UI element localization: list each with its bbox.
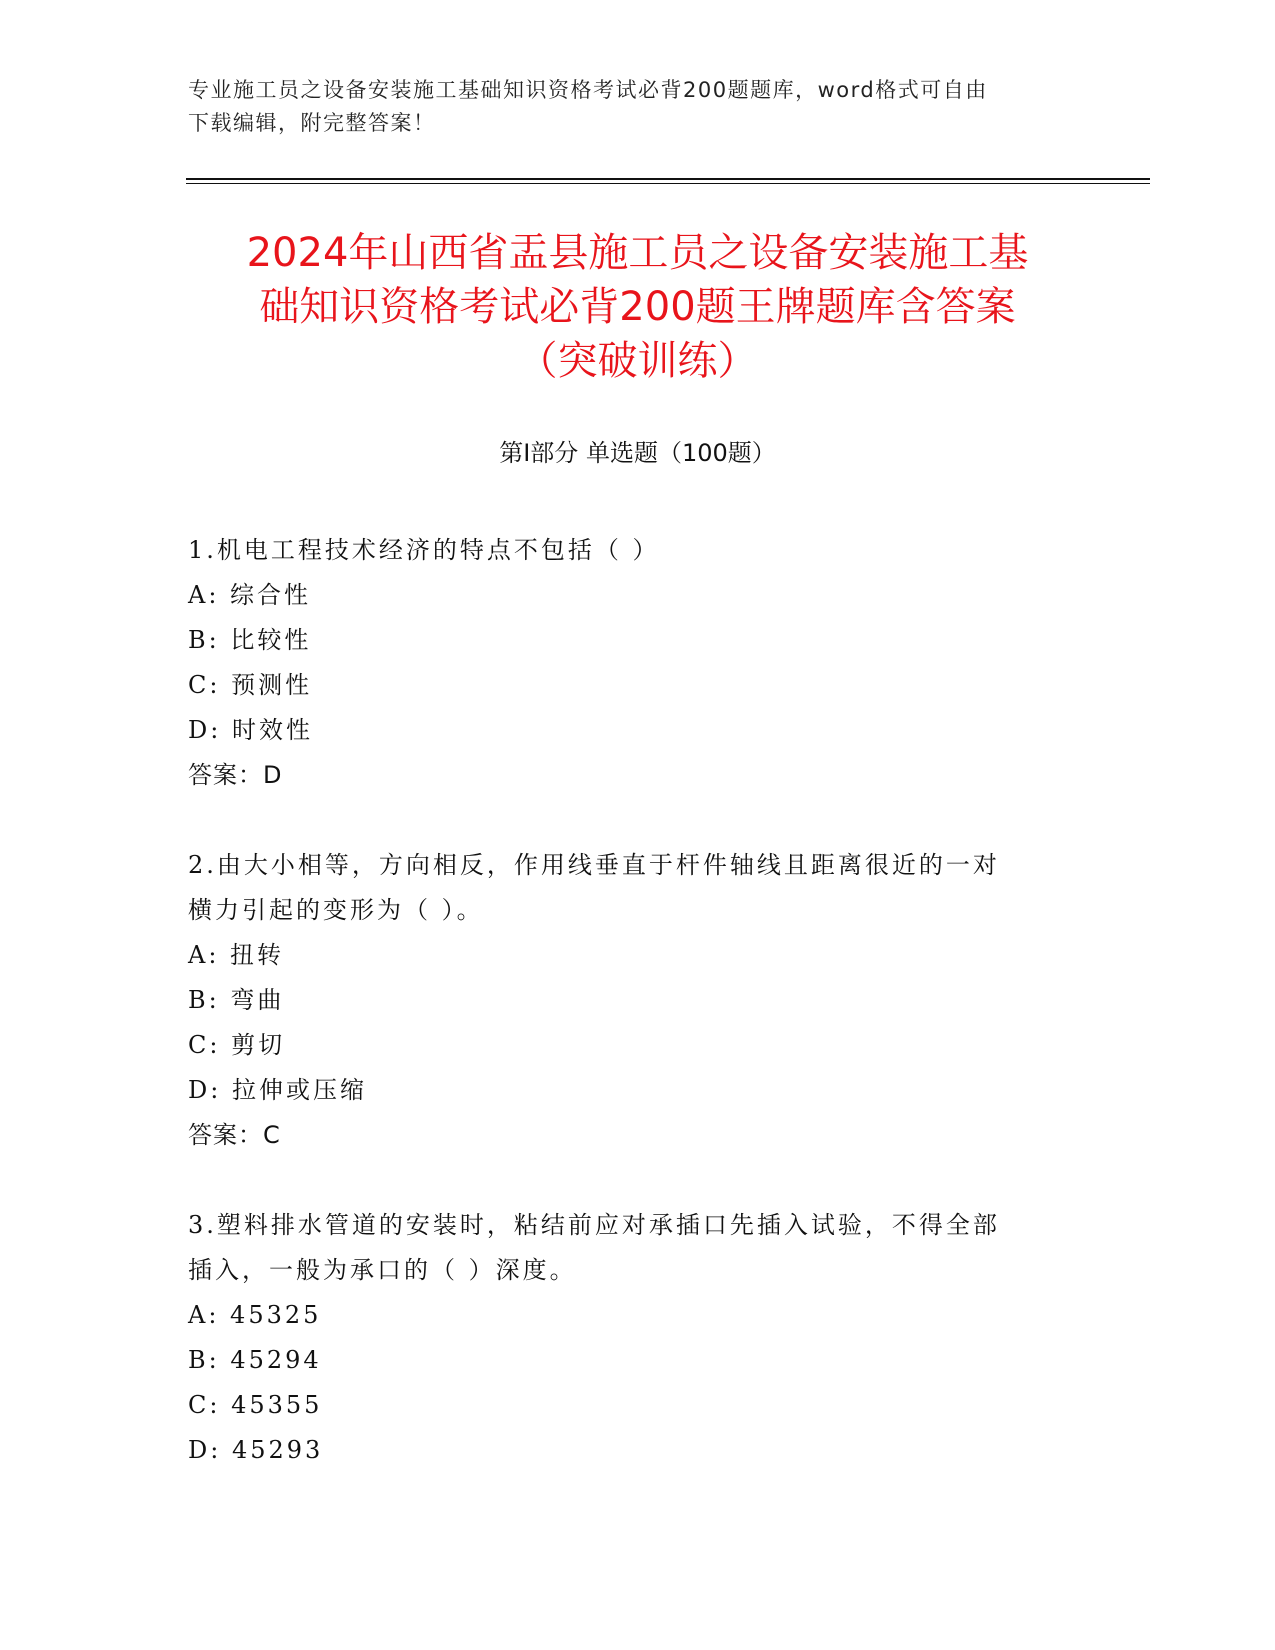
option-d: D: 拉伸或压缩 bbox=[188, 1076, 367, 1104]
option-a: A: 综合性 bbox=[188, 581, 312, 609]
option-c: C: 45355 bbox=[188, 1391, 323, 1419]
option-a: A: 扭转 bbox=[188, 941, 285, 969]
option-b: B: 比较性 bbox=[188, 626, 312, 654]
question-stem: 2.由大小相等，方向相反，作用线垂直于杆件轴线且距离很近的一对 横力引起的变形为（ ）。 bbox=[188, 851, 1000, 924]
option-a: A: 45325 bbox=[188, 1301, 322, 1329]
question-list bbox=[188, 528, 1068, 1518]
question-3 bbox=[188, 1203, 1068, 1473]
header-divider-thick bbox=[186, 178, 1150, 180]
question-stem: 3.塑料排水管道的安装时，粘结前应对承插口先插入试验，不得全部 插入，一般为承口的（ ）深度。 bbox=[188, 1211, 1000, 1284]
document-title: 2024年山西省盂县施工员之设备安装施工基 础知识资格考试必背200题王牌题库含答案 （突破训练） bbox=[246, 230, 1029, 384]
option-b: B: 弯曲 bbox=[188, 986, 285, 1014]
option-d: D: 时效性 bbox=[188, 716, 313, 744]
question-2 bbox=[188, 843, 1068, 1158]
question-stem: 1.机电工程技术经济的特点不包括（ ） bbox=[188, 536, 660, 564]
header-note: 专业施工员之设备安装施工基础知识资格考试必背200题题库，word格式可自由 下载编辑，附完整答案！ bbox=[188, 78, 988, 135]
option-b: B: 45294 bbox=[188, 1346, 322, 1374]
header-divider-thin bbox=[186, 183, 1150, 184]
option-d: D: 45293 bbox=[188, 1436, 324, 1464]
option-c: C: 剪切 bbox=[188, 1031, 286, 1059]
question-1 bbox=[188, 528, 1068, 798]
section-title: 第I部分 单选题（100题） bbox=[499, 439, 776, 467]
answer: 答案：C bbox=[188, 1121, 281, 1149]
answer: 答案：D bbox=[188, 761, 283, 789]
option-c: C: 预测性 bbox=[188, 671, 313, 699]
